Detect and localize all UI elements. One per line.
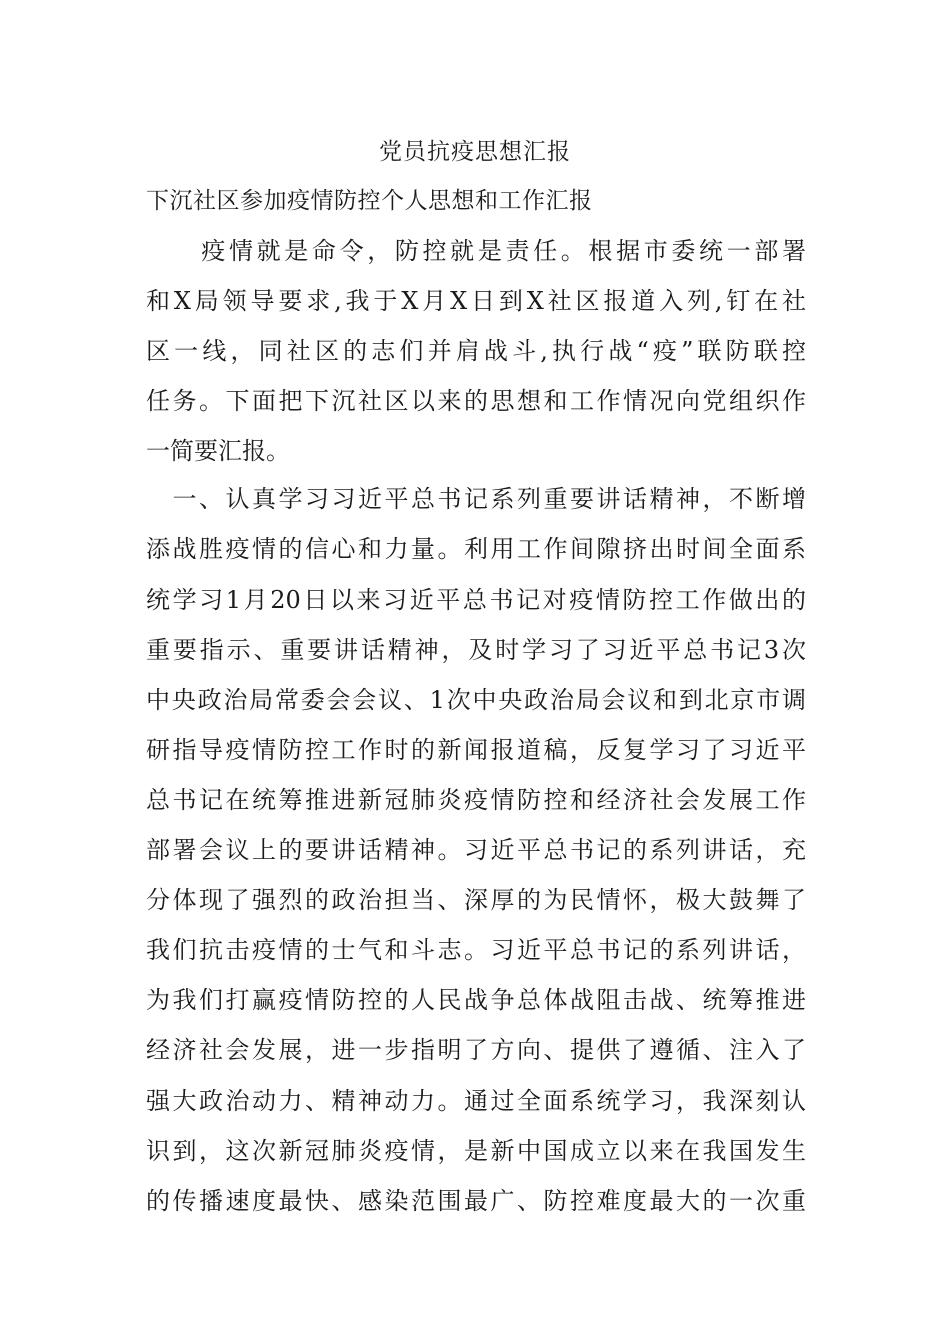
- body-line: 部署会议上的要讲话精神。习近平总书记的系列讲话，充: [146, 836, 806, 864]
- body-line: 疫情就是命令，防控就是责任。根据市委统一部署: [146, 237, 806, 265]
- body-line: 为我们打赢疫情防控的人民战争总体战阻击战、统筹推进: [146, 986, 806, 1014]
- body-line: 一简要汇报。: [146, 437, 290, 465]
- body-line: 强大政治动力、精神动力。通过全面系统学习，我深刻认: [146, 1087, 806, 1115]
- document-title: 党员抗疫思想汇报: [379, 139, 571, 165]
- body-line: 和X局领导要求,我于X月X日到X社区报道入列,钉在社: [146, 287, 806, 315]
- body-line: 研指导疫情防控工作时的新闻报道稿，反复学习了习近平: [146, 736, 806, 764]
- body-line: 我们抗击疫情的士气和斗志。习近平总书记的系列讲话，: [146, 936, 806, 964]
- body-line: 区一线，同社区的志们并肩战斗,执行战“疫”联防联控: [146, 337, 806, 365]
- body-line: 分体现了强烈的政治担当、深厚的为民情怀，极大鼓舞了: [146, 886, 806, 914]
- body-line: 添战胜疫情的信心和力量。利用工作间隙挤出时间全面系: [146, 535, 806, 563]
- body-line: 识到，这次新冠肺炎疫情，是新中国成立以来在我国发生: [146, 1137, 806, 1165]
- body-line: 统学习1月20日以来习近平总书记对疫情防控工作做出的: [146, 586, 806, 614]
- document-subtitle: 下沉社区参加疫情防控个人思想和工作汇报: [146, 188, 593, 214]
- body-line: 一、认真学习习近平总书记系列重要讲话精神，不断增: [146, 485, 806, 513]
- body-line: 任务。下面把下沉社区以来的思想和工作情况向党组织作: [146, 387, 806, 415]
- body-line: 经济社会发展，进一步指明了方向、提供了遵循、注入了: [146, 1036, 806, 1064]
- body-line: 的传播速度最快、感染范围最广、防控难度最大的一次重: [146, 1187, 806, 1215]
- body-line: 总书记在统筹推进新冠肺炎疫情防控和经济社会发展工作: [146, 786, 806, 814]
- body-line: 重要指示、重要讲话精神，及时学习了习近平总书记3次: [146, 636, 806, 664]
- body-line: 中央政治局常委会会议、1次中央政治局会议和到北京市调: [146, 686, 806, 714]
